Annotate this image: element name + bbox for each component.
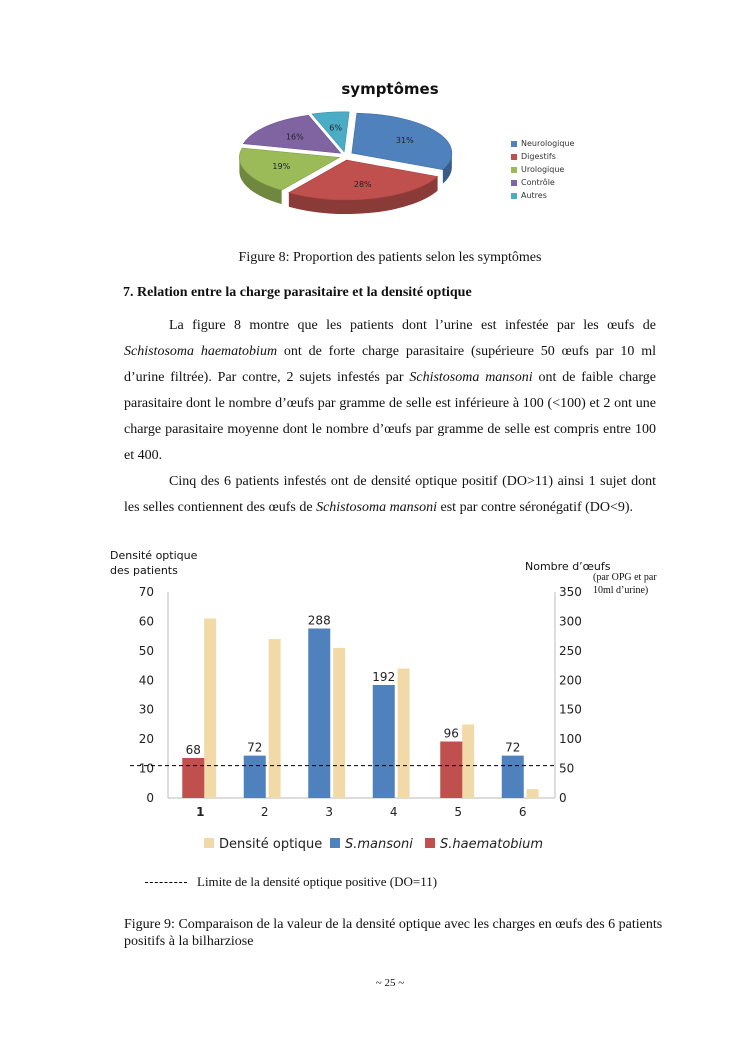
paragraph-1	[124, 313, 656, 469]
paragraph-text: Cinq des 6 patients infestés ont de densité optique positif (DO>11) ainsi 1 sujet dont les selles contiennent des œufs de	[124, 474, 656, 515]
species-name: Schistosoma mansoni	[316, 500, 438, 515]
bar-s-haematobium-5	[440, 741, 462, 798]
legend-label: Neurologique	[521, 139, 575, 148]
right-axis-subtitle	[593, 571, 673, 597]
pie-chart	[225, 110, 485, 220]
left-axis-title	[110, 548, 197, 578]
pie-legend	[511, 137, 574, 202]
legend-swatch-autres	[511, 193, 517, 199]
legend-label: Autres	[521, 191, 547, 200]
left-tick-label: 70	[138, 585, 154, 599]
threshold-legend	[145, 874, 437, 890]
pie-slice-label: 19%	[272, 162, 291, 172]
page-number: ~ 25 ~	[375, 977, 405, 989]
left-tick-label: 10	[138, 761, 154, 776]
x-tick-label: 5	[454, 805, 463, 819]
legend-swatch-s-haematobium	[425, 838, 435, 848]
bar-s-mansoni-2	[244, 756, 266, 798]
right-axis-title: Nombre d’œufs	[525, 560, 611, 573]
right-tick-label: 0	[559, 791, 567, 805]
figure-8-caption: Figure 8: Proportion des patients selon les symptômes	[238, 250, 542, 265]
x-tick-label: 3	[325, 805, 334, 819]
figure-9-caption: Figure 9: Comparaison de la valeur de la densité optique avec les charges en œufs des 6 patients positifs à la bilharziose	[124, 917, 663, 949]
bar-densite-optique-2	[269, 639, 281, 798]
bar-value-label: 72	[505, 740, 521, 755]
left-tick-label: 50	[138, 643, 154, 658]
legend-label: Densité optique	[219, 837, 323, 852]
legend-swatch-s-mansoni	[330, 838, 340, 848]
pie-legend-item-neurologique	[511, 137, 574, 150]
legend-swatch-digestifs	[511, 154, 517, 160]
threshold-dash-sample	[145, 882, 187, 883]
pie-slice-label: 31%	[395, 136, 414, 146]
right-tick-label: 300	[559, 614, 582, 629]
legend-label: Contrôle	[521, 178, 555, 187]
right-axis-subtitle-line2: 10ml d’urine)	[593, 585, 649, 596]
x-tick-label: 6	[518, 805, 527, 819]
bar-value-label: 68	[185, 742, 201, 757]
legend-label: S.mansoni	[345, 837, 413, 852]
legend-label: S.haematobium	[440, 837, 544, 852]
legend-label: Digestifs	[521, 152, 556, 161]
pie-legend-item-digestifs	[511, 150, 574, 163]
section-heading: 7. Relation entre la charge parasitaire et la densité optique	[123, 285, 472, 300]
paragraph-text: ont de faible charge parasitaire dont le nombre d’œufs par gramme de selle est inférieure à 100 (<100) et 2 ont une charge parasitaire moyenne dont le nombre d’œufs par gramme de selle est compris entre 100 et 400.	[124, 370, 656, 463]
bar-s-mansoni-3	[308, 628, 330, 798]
bar-densite-optique-3	[333, 648, 345, 798]
legend-label: Urologique	[521, 165, 565, 174]
bar-s-mansoni-6	[502, 756, 524, 798]
pie-chart-title: symptômes	[341, 80, 439, 98]
left-tick-label: 60	[138, 614, 154, 629]
legend-swatch-densité-optique	[204, 838, 214, 848]
bar-densite-optique-1	[204, 618, 216, 798]
paragraph-text: ont de forte charge parasitaire (supérieure 50 œufs par 10 ml d’urine filtrée). Par contre, 2 sujets infestés par	[124, 344, 656, 385]
right-axis-subtitle-line1: (par OPG et par	[593, 572, 657, 583]
right-tick-label: 100	[559, 732, 582, 747]
bar-value-label: 96	[443, 726, 459, 741]
left-tick-label: 30	[138, 702, 154, 717]
left-axis-title-line2: des patients	[110, 564, 178, 577]
bar-value-label: 192	[372, 669, 396, 684]
pie-legend-item-controle	[511, 176, 574, 189]
bar-s-haematobium-1	[182, 758, 204, 798]
right-tick-label: 150	[559, 702, 582, 717]
pie-legend-item-urologique	[511, 163, 574, 176]
legend-swatch-controle	[511, 180, 517, 186]
pie-slice-label: 28%	[353, 179, 372, 189]
left-tick-label: 0	[146, 791, 154, 805]
x-tick-label: 4	[389, 805, 398, 819]
species-name: Schistosoma haematobium	[124, 344, 278, 359]
left-tick-label: 40	[138, 673, 154, 688]
x-tick-label: 2	[260, 805, 269, 819]
bar-densite-optique-4	[398, 669, 410, 798]
left-axis-title-line1: Densité optique	[110, 549, 198, 562]
bar-s-mansoni-4	[373, 685, 395, 798]
species-name: Schistosoma mansoni	[409, 370, 533, 385]
pie-slice-label: 16%	[285, 132, 304, 142]
bar-densite-optique-6	[527, 789, 539, 798]
bar-chart	[110, 580, 590, 860]
pie-slice-label: 6%	[329, 123, 342, 133]
left-tick-label: 20	[138, 732, 154, 747]
legend-swatch-urologique	[511, 167, 517, 173]
right-tick-label: 250	[559, 643, 582, 658]
bar-value-label: 72	[247, 740, 263, 755]
bar-value-label: 288	[307, 613, 331, 628]
paragraph-text: est par contre séronégatif (DO<9).	[437, 500, 634, 515]
right-tick-label: 200	[559, 673, 582, 688]
legend-swatch-neurologique	[511, 141, 517, 147]
paragraph-text: La figure 8 montre que les patients dont l’urine est infestée par les œufs de	[169, 318, 656, 333]
bar-densite-optique-5	[462, 724, 474, 798]
x-tick-label: 1	[196, 805, 205, 819]
right-tick-label: 350	[559, 585, 582, 599]
threshold-legend-label: Limite de la densité optique positive (DO=11)	[197, 874, 438, 889]
right-tick-label: 50	[559, 761, 575, 776]
pie-legend-item-autres	[511, 189, 574, 202]
paragraph-2	[124, 469, 656, 521]
